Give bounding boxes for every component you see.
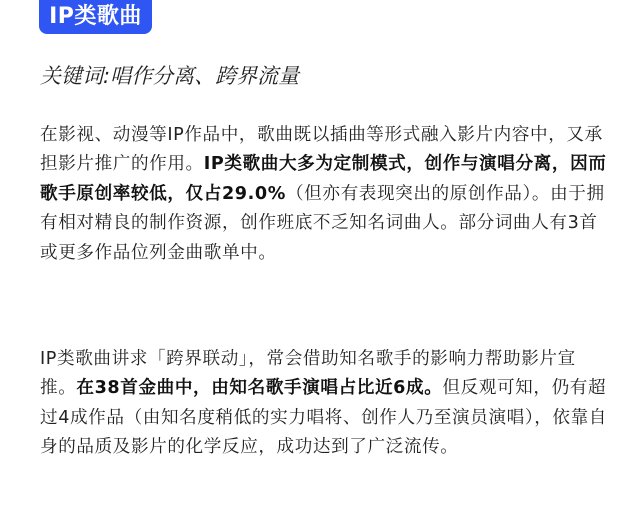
paragraph-1-text: 在影视、动漫等IP作品中，歌曲既以插曲等形式融入影片内容中，又承担影片推广的作用。 [40, 125, 603, 175]
paragraph-2-highlight: 在38首金曲中，由知名歌手演唱占比近6成。 [76, 378, 443, 399]
section-tag: IP类歌曲 [39, 0, 152, 34]
paragraph-2 [40, 345, 612, 463]
paragraph-1-highlight: IP类歌曲大多为定制模式，创作与演唱分离，因而歌手原创率较低，仅占29.0% [40, 154, 607, 204]
paragraph-1-text-end: （但亦有表现突出的原创作品）。由于拥有相对精良的制作资源，创作班底不乏知名词曲人。部分词曲人有3首或更多作品位列金曲歌单中。 [40, 183, 605, 263]
paragraph-2-text-end: 但反观可知，仍有超过4成作品（由知名度稍低的实力唱将、创作人乃至演员演唱），依靠自身的品质及影片的化学反应，成功达到了广泛流传。 [40, 378, 608, 458]
paragraph-2-text: IP类歌曲讲求「跨界联动」，常会借助知名歌手的影响力帮助影片宣推。 [40, 349, 576, 399]
paragraph-1 [40, 121, 612, 268]
keywords-heading: 关键词:唱作分离、跨界流量 [40, 64, 300, 88]
